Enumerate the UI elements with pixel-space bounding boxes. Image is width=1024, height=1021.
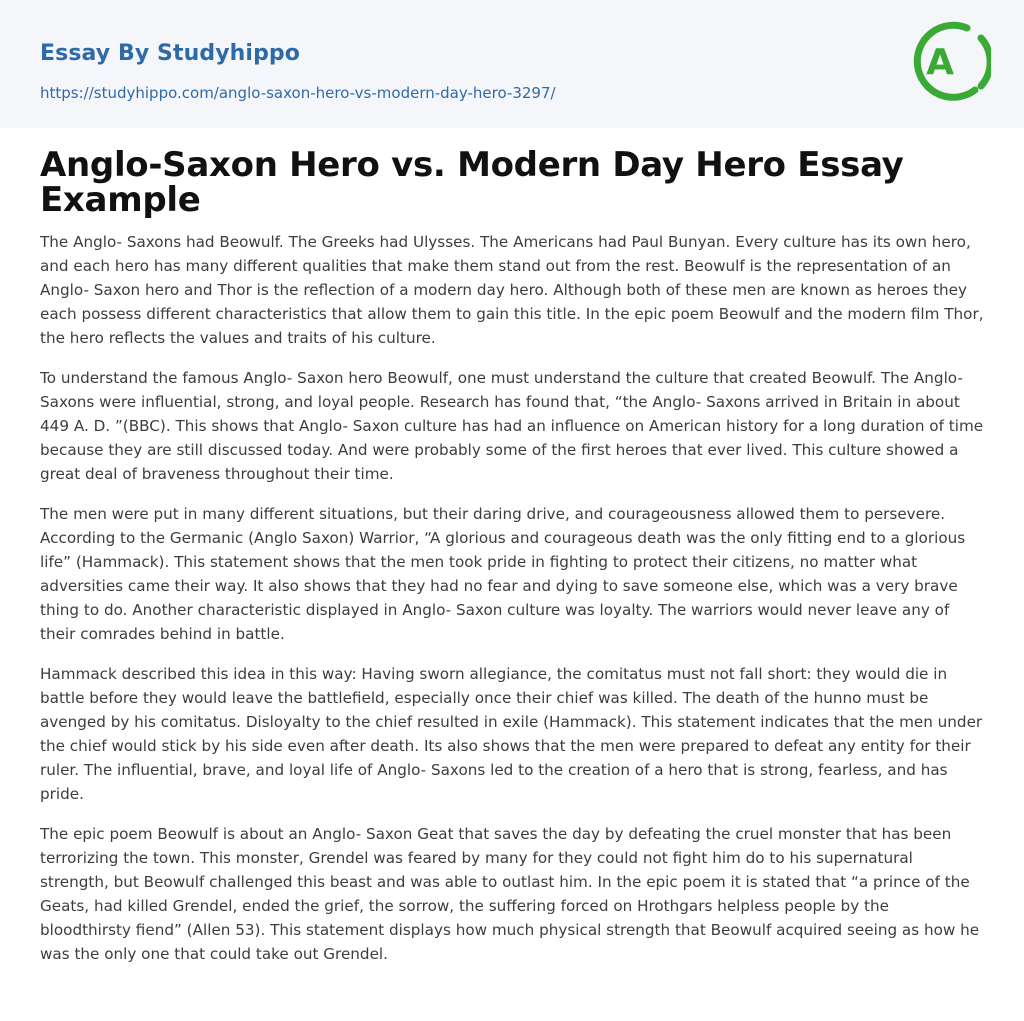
essay-paragraph: The Anglo- Saxons had Beowulf. The Greeks had Ulysses. The Americans had Paul Bunyan. Every culture has its own hero, and each hero has many different qualities that make them stand out from the rest. Beowulf is the representation of an Anglo- Saxon hero and Thor is the reflection of a modern day hero. Although both of these men are known as heroes they each possess different characteristics that allow them to gain this title. In the epic poem Beowulf and the modern film Thor, the hero reflects the values and traits of his culture. bbox=[40, 233, 984, 347]
essay-url-link[interactable]: https://studyhippo.com/anglo-saxon-hero-vs-modern-day-hero-3297/ bbox=[40, 84, 556, 102]
essay-content bbox=[40, 145, 984, 982]
essay-paragraph: Hammack described this idea in this way: Having sworn allegiance, the comitatus must not fall short: they would die in battle before they would leave the battlefield, especially once their chief was killed. The death of the hunno must be avenged by his comitatus. Disloyalty to the chief resulted in exile (Hammack). This statement indicates that the men under the chief would stick by his side even after death. Its also shows that the men were prepared to defeat any entity for their ruler. The influential, brave, and loyal life of Anglo- Saxons led to the creation of a hero that is strong, fearless, and has pride. bbox=[40, 665, 983, 803]
essay-paragraph: The men were put in many different situations, but their daring drive, and courageousness allowed them to persevere. According to the Germanic (Anglo Saxon) Warrior, “A glorious and courageous death was the only fitting end to a glorious life” (Hammack). This statement shows that the men took pride in fighting to protect their citizens, no matter what adversities came their way. It also shows that they had no fear and dying to save someone else, which was a very brave thing to do. Another characteristic displayed in Anglo- Saxon culture was loyalty. The warriors would never leave any of their comrades behind in battle. bbox=[40, 505, 966, 643]
logo-letter: A bbox=[926, 42, 954, 83]
site-brand[interactable]: Essay By Studyhippo bbox=[40, 41, 300, 66]
essay-title: Anglo-Saxon Hero vs. Modern Day Hero Essay Example bbox=[40, 145, 904, 220]
site-header bbox=[0, 0, 1024, 128]
studyhippo-logo-icon[interactable] bbox=[907, 18, 991, 106]
essay-paragraph: To understand the famous Anglo- Saxon hero Beowulf, one must understand the culture that created Beowulf. The Anglo- Saxons were influential, strong, and loyal people. Research has found that, “the Anglo- Saxons arrived in Britain in about 449 A. D. ”(BBC). This shows that Anglo- Saxon culture has had an influence on American history for a long duration of time because they are still discussed today. And were probably some of the first heroes that ever lived. This culture showed a great deal of braveness throughout their time. bbox=[40, 369, 984, 483]
essay-paragraph: The epic poem Beowulf is about an Anglo- Saxon Geat that saves the day by defeating the cruel monster that has been terrorizing the town. This monster, Grendel was feared by many for they could not fight him do to his supernatural strength, but Beowulf challenged this beast and was able to outlast him. In the epic poem it is stated that “a prince of the Geats, had killed Grendel, ended the grief, the sorrow, the suffering forced on Hrothgars helpless people by the bloodthirsty fiend” (Allen 53). This statement displays how much physical strength that Beowulf acquired seeing as how he was the only one that could take out Grendel. bbox=[40, 825, 980, 963]
